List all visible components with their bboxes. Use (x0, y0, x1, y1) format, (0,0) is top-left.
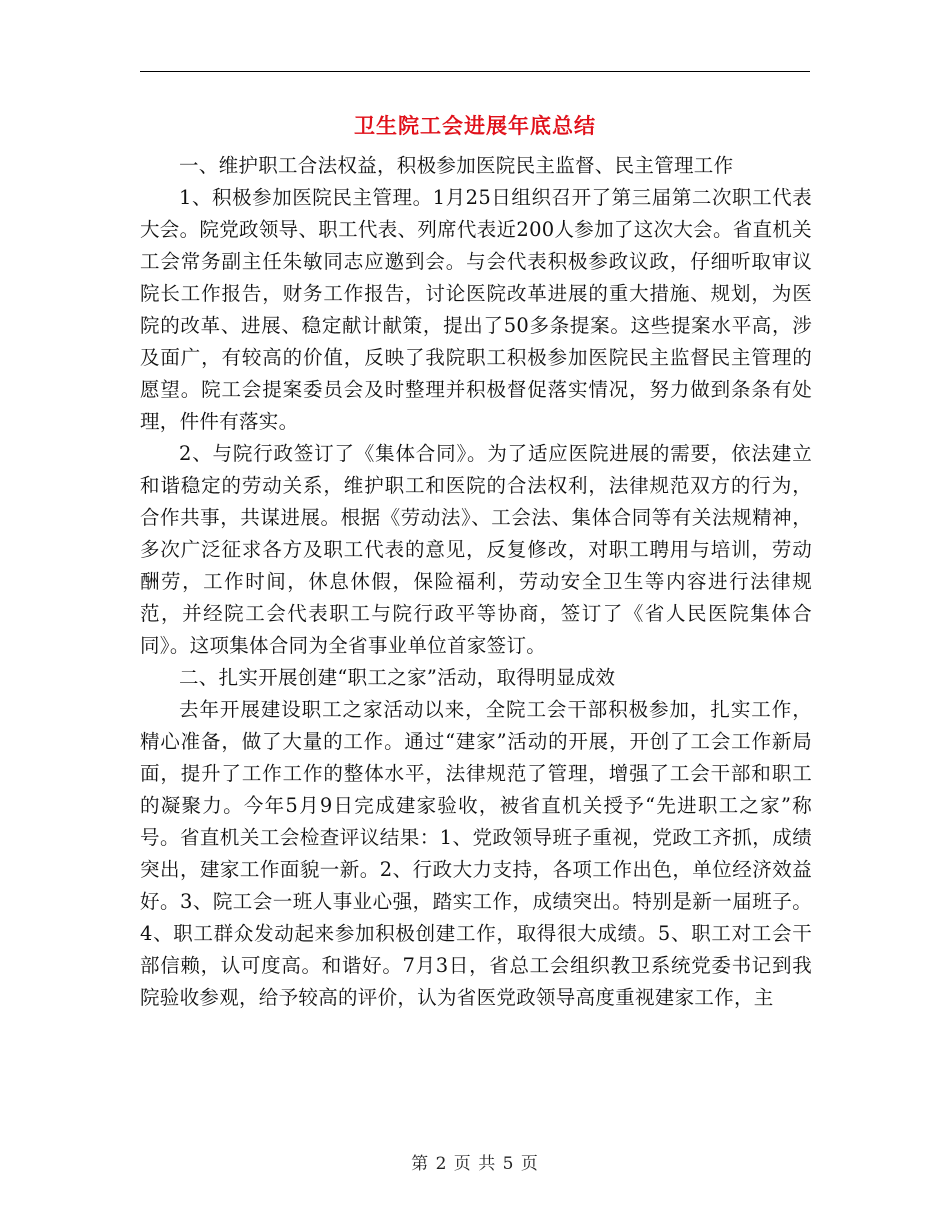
page-number-footer: 第 2 页 共 5 页 (411, 1154, 539, 1174)
header-rule (140, 71, 810, 72)
document-title: 卫生院工会进展年底总结 (354, 114, 596, 138)
section-heading-1: 一、维护职工合法权益，积极参加医院民主监督、民主管理工作 (179, 154, 734, 177)
document-body (140, 150, 812, 1014)
section-heading-2: 二、扎实开展创建“职工之家”活动，取得明显成效 (179, 666, 616, 689)
paragraph-3: 去年开展建设职工之家活动以来，全院工会干部积极参加，扎实工作，精心准备，做了大量的工作。通过“建家”活动的开展，开创了工会工作新局面，提升了工作工作的整体水平，法律规范了管理，增强了工会干部和职工的凝聚力。今年5月9日完成建家验收，被省直机关授予“先进职工之家”称号。省直机关工会检查评议结果：1、党政领导班子重视，党政工齐抓，成绩突出，建家工作面貌一新。2、行政大力支持，各项工作出色，单位经济效益好。3、院工会一班人事业心强，踏实工作，成绩突出。特别是新一届班子。4、职工群众发动起来参加积极创建工作，取得很大成绩。5、职工对工会干部信赖，认可度高。和谐好。7月3日，省总工会组织教卫系统党委书记到我院验收参观，给予较高的评价，认为省医党政领导高度重视建家工作，主 (140, 698, 812, 1009)
paragraph-2: 2、与院行政签订了《集体合同》。为了适应医院进展的需要，依法建立和谐稳定的劳动关系，维护职工和医院的合法权利，法律规范双方的行为，合作共事，共谋进展。根据《劳动法》、工会法、集体合同等有关法规精神，多次广泛征求各方及职工代表的意见，反复修改，对职工聘用与培训，劳动酬劳，工作时间，休息休假，保险福利，劳动安全卫生等内容进行法律规范，并经院工会代表职工与院行政平等协商，签订了《省人民医院集体合同》。这项集体合同为全省事业单位首家签订。 (140, 442, 812, 657)
paragraph-1: 1、积极参加医院民主管理。1月25日组织召开了第三届第二次职工代表大会。院党政领导、职工代表、列席代表近200人参加了这次大会。省直机关工会常务副主任朱敏同志应邀到会。与会代表积极参政议政，仔细听取审议院长工作报告，财务工作报告，讨论医院改革进展的重大措施、规划，为医院的改革、进展、稳定献计献策，提出了50多条提案。这些提案水平高，涉及面广，有较高的价值，反映了我院职工积极参加医院民主监督民主管理的愿望。院工会提案委员会及时整理并积极督促落实情况，努力做到条条有处理，件件有落实。 (140, 186, 812, 433)
